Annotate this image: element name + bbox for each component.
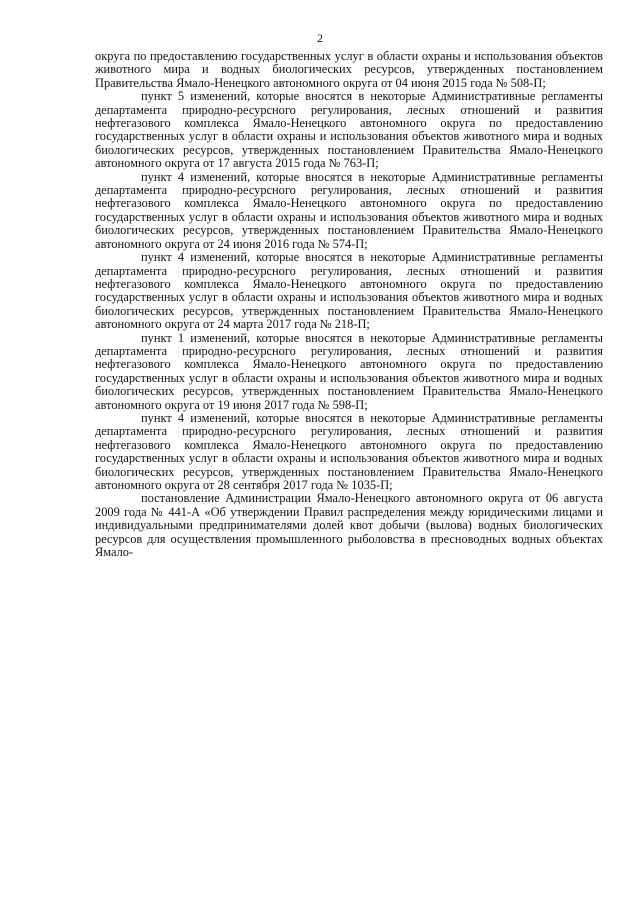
paragraph-continuation: округа по предоставлению государственных услуг в области охраны и использования объектов животного мира и водных биологических ресурсов, утвержденных постановлением Правительства Ямало-Ненецкого автономного округа от 04 июня 2015 года № 508-П; — [95, 49, 603, 90]
paragraph-item-218: пункт 4 изменений, которые вносятся в некоторые Административные регламенты департамента природно-ресурсного регулирования, лесных отношений и развития нефтегазового комплекса Ямало-Ненецкого автономного округа по предоставлению государственных услуг в области охраны и использования объектов животного мира и водных биологических ресурсов, утвержденных постановлением Правительства Ямало-Ненецкого автономного округа от 24 марта 2017 года № 218-П; — [95, 250, 603, 332]
paragraph-item-763: пункт 5 изменений, которые вносятся в некоторые Административные регламенты департамента природно-ресурсного регулирования, лесных отношений и развития нефтегазового комплекса Ямало-Ненецкого автономного округа по предоставлению государственных услуг в области охраны и использования объектов животного мира и водных биологических ресурсов, утвержденных постановлением Правительства Ямало-Ненецкого автономного округа от 17 августа 2015 года № 763-П; — [95, 89, 603, 171]
paragraph-resolution-441: постановление Администрации Ямало-Ненецкого автономного округа от 06 августа 2009 года № 441-А «Об утверждении Правил распределения между юридическими лицами и индивидуальными предпринимателями долей квот добычи (вылова) водных биологических ресурсов для осуществления промышленного рыболовства в пресноводных водных объектах Ямало- — [95, 491, 603, 560]
document-body — [95, 50, 603, 559]
page-number: 2 — [317, 31, 323, 45]
paragraph-item-598: пункт 1 изменений, которые вносятся в некоторые Административные регламенты департамента природно-ресурсного регулирования, лесных отношений и развития нефтегазового комплекса Ямало-Ненецкого автономного округа по предоставлению государственных услуг в области охраны и использования объектов животного мира и водных биологических ресурсов, утвержденных постановлением Правительства Ямало-Ненецкого автономного округа от 19 июня 2017 года № 598-П; — [95, 330, 603, 412]
paragraph-item-574: пункт 4 изменений, которые вносятся в некоторые Административные регламенты департамента природно-ресурсного регулирования, лесных отношений и развития нефтегазового комплекса Ямало-Ненецкого автономного округа по предоставлению государственных услуг в области охраны и использования объектов животного мира и водных биологических ресурсов, утвержденных постановлением Правительства Ямало-Ненецкого автономного округа от 24 июня 2016 года № 574-П; — [95, 169, 603, 251]
paragraph-item-1035: пункт 4 изменений, которые вносятся в некоторые Административные регламенты департамента природно-ресурсного регулирования, лесных отношений и развития нефтегазового комплекса Ямало-Ненецкого автономного округа по предоставлению государственных услуг в области охраны и использования объектов животного мира и водных биологических ресурсов, утвержденных постановлением Правительства Ямало-Ненецкого автономного округа от 28 сентября 2017 года № 1035-П; — [95, 410, 603, 492]
